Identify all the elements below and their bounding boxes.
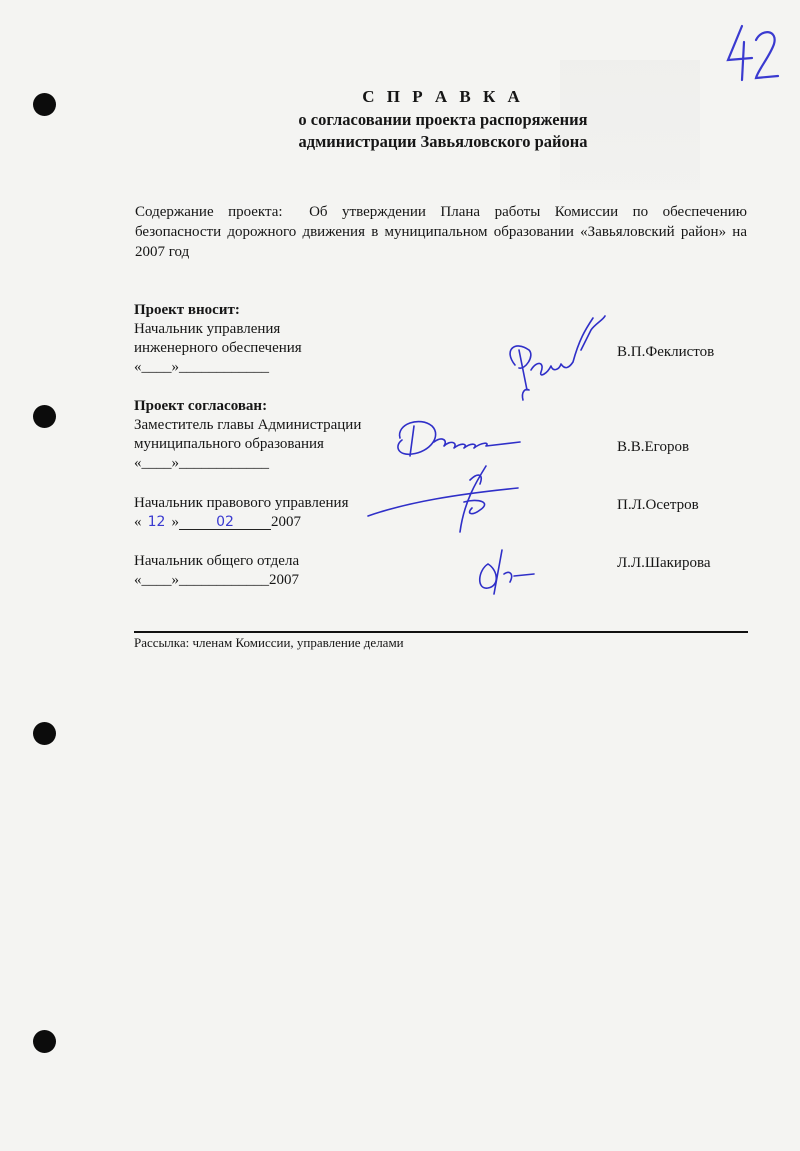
submitter-position-line2: инженерного обеспечения: [134, 340, 302, 356]
signature-osetrov: [368, 462, 528, 542]
punch-hole-lower-middle: [33, 722, 56, 745]
approvals-heading: Проект согласован:: [134, 398, 268, 414]
submitter-date-line: «____»____________: [134, 359, 269, 375]
approver-2-date-day: 12: [147, 514, 166, 530]
submitter-heading: Проект вносит:: [134, 302, 240, 318]
approver-3-date-line: «____»____________2007: [134, 572, 299, 588]
submitter-name: В.П.Феклистов: [617, 344, 715, 360]
content-text: Об утверждении Плана работы Комиссии по обеспечению безопасности дорожного движения в муниципальном образовании «Завьяловский район» на 2007 год: [135, 204, 747, 260]
approver-2-date-month: 02: [179, 515, 271, 530]
project-content: [135, 202, 747, 262]
approver-2-position-line1: Начальник правового управления: [134, 495, 349, 511]
signature-shakirova: [470, 540, 550, 600]
mailing-list: Рассылка: членам Комиссии, управление делами: [134, 635, 404, 650]
approver-2-date-mid: »: [171, 514, 179, 530]
document-subtitle-line2: администрации Завьяловского района: [298, 132, 588, 151]
approver-1-position-line1: Заместитель главы Администрации: [134, 417, 362, 433]
approver-3-name: Л.Л.Шакирова: [617, 555, 711, 571]
signature-feklistov: [495, 310, 615, 410]
bottom-rule: [134, 631, 748, 633]
approver-2-date-prefix: «: [134, 514, 142, 530]
approver-3-position-line1: Начальник общего отдела: [134, 553, 300, 569]
approver-1-date-line: «____»____________: [134, 455, 269, 471]
punch-hole-upper-middle: [33, 405, 56, 428]
content-label: Содержание проекта:: [135, 204, 283, 220]
handwritten-page-number: [722, 22, 782, 84]
document-subtitle-line1: о согласовании проекта распоряжения: [298, 110, 588, 129]
submitter-position-line1: Начальник управления: [134, 321, 281, 337]
approver-2-date-line: [134, 513, 301, 531]
approver-2-date-suffix: 2007: [271, 514, 301, 530]
punch-hole-bottom: [33, 1030, 56, 1053]
approver-1-position-line2: муниципального образования: [134, 436, 324, 452]
approver-1-name: В.В.Егоров: [617, 439, 690, 455]
document-title: С П Р А В К А: [362, 87, 524, 106]
approver-2-name: П.Л.Осетров: [617, 497, 699, 513]
